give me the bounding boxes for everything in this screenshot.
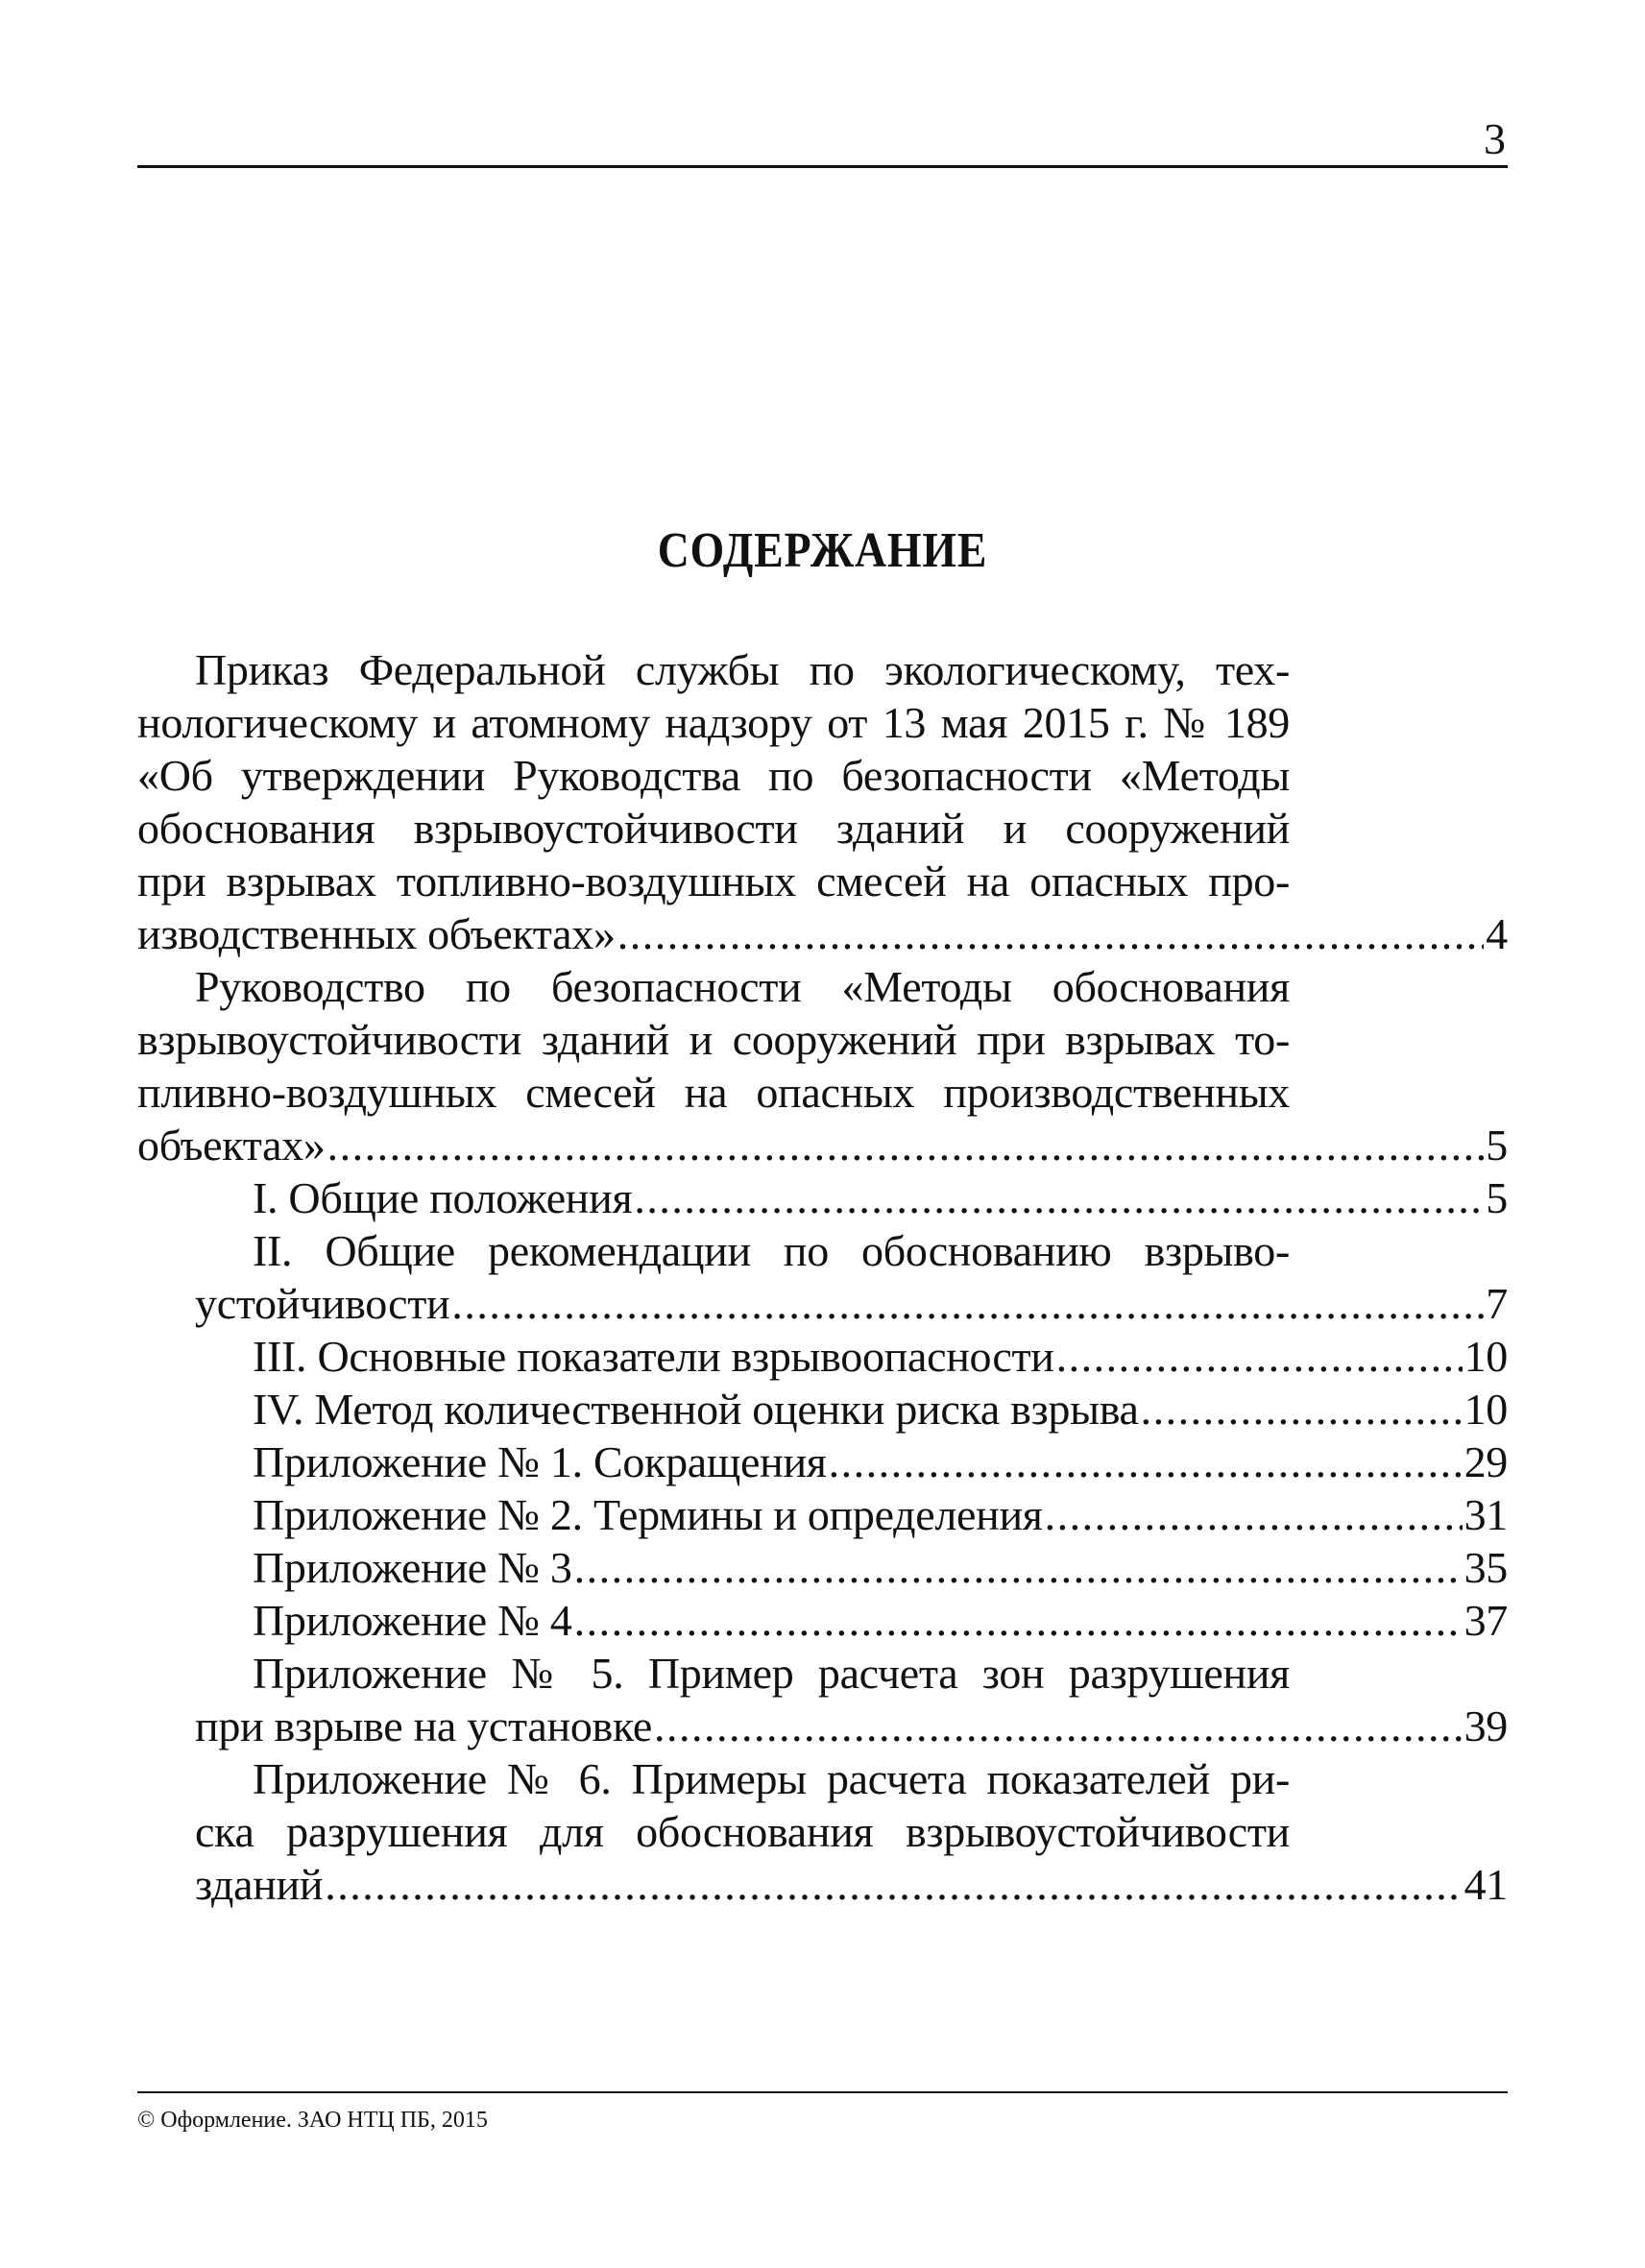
toc-entry-line: взрывоустойчивости зданий и сооружений при взрывах то-: [137, 1015, 1290, 1064]
toc-entry-line: Приложение № 5. Пример расчета зон разрушения: [253, 1649, 1290, 1698]
page-title: СОДЕРЖАНИЕ: [657, 523, 988, 578]
toc-page-number: 5: [1486, 1173, 1508, 1222]
toc-entry-last-line: [137, 1858, 1508, 1911]
copyright-footer: © Оформление. ЗАО НТЦ ПБ, 2015: [137, 2108, 488, 2133]
toc-page-number: 37: [1464, 1596, 1508, 1645]
toc-page-number: 5: [1486, 1121, 1508, 1170]
toc-entry-last-line: [137, 1594, 1508, 1647]
toc-page-number: 29: [1464, 1437, 1508, 1486]
toc-entry-title: I. Общие положения: [253, 1173, 633, 1222]
toc-entry-title: IV. Метод количественной оценки риска взрыва: [253, 1385, 1139, 1434]
toc-page-number: 39: [1464, 1701, 1508, 1750]
toc-entry-line: ска разрушения для обоснования взрывоустойчивости: [195, 1807, 1290, 1856]
dot-leader: [451, 1277, 1484, 1330]
toc-page-number: 7: [1486, 1279, 1508, 1328]
toc-entry-last-line: [137, 1277, 1508, 1330]
toc-entry[interactable]: [137, 960, 1508, 1171]
toc-page-number: 35: [1464, 1543, 1508, 1592]
dot-leader: [654, 1700, 1463, 1752]
toc-entry-line: Приложение № 6. Примеры расчета показателей ри-: [253, 1754, 1290, 1803]
dot-leader: [574, 1594, 1463, 1647]
toc-entry[interactable]: [137, 1436, 1508, 1488]
toc-entry-last-line: [137, 1383, 1508, 1436]
header-rule: [137, 165, 1508, 168]
toc-entry[interactable]: [137, 1541, 1508, 1594]
dot-leader: [634, 1171, 1484, 1224]
dot-leader: [617, 907, 1485, 960]
toc-entry[interactable]: [137, 1594, 1508, 1647]
toc-entry-last-line: [137, 907, 1508, 960]
toc-entry-title: Приложение № 4: [253, 1596, 572, 1645]
dot-leader: [574, 1541, 1463, 1594]
toc-page-number: 10: [1464, 1332, 1508, 1381]
toc-entry-last-line: [137, 1119, 1508, 1171]
toc-entry[interactable]: [137, 1171, 1508, 1224]
toc-entry-line: II. Общие рекомендации по обоснованию взрыво-: [253, 1226, 1290, 1275]
toc-entry-line: Руководство по безопасности «Методы обоснования: [195, 962, 1290, 1011]
toc-entry-title: объектах»: [137, 1121, 326, 1170]
table-of-contents: [137, 643, 1508, 1911]
toc-page-number: 4: [1486, 909, 1508, 958]
toc-entry-line: пливно-воздушных смесей на опасных производственных: [137, 1068, 1290, 1117]
footer-rule: [137, 2091, 1508, 2093]
dot-leader: [1045, 1488, 1463, 1541]
dot-leader: [1141, 1383, 1463, 1436]
toc-entry[interactable]: [137, 1224, 1508, 1330]
toc-entry-title: Приложение № 3: [253, 1543, 572, 1592]
dot-leader: [829, 1436, 1463, 1488]
page-number: 3: [1484, 114, 1506, 163]
toc-entry-line: при взрывах топливно-воздушных смесей на опасных про-: [137, 857, 1290, 905]
toc-entry-title: Приложение № 1. Сокращения: [253, 1437, 827, 1486]
toc-entry[interactable]: [137, 1488, 1508, 1541]
toc-entry-line: обоснования взрывоустойчивости зданий и сооружений: [137, 804, 1290, 853]
toc-entry-last-line: [137, 1330, 1508, 1383]
toc-page-number: 41: [1464, 1860, 1508, 1909]
toc-entry-title: при взрыве на установке: [195, 1701, 652, 1750]
toc-page-number: 31: [1464, 1490, 1508, 1539]
toc-entry-last-line: [137, 1436, 1508, 1488]
dot-leader: [1056, 1330, 1463, 1383]
toc-entry[interactable]: [137, 643, 1508, 960]
toc-entry[interactable]: [137, 1383, 1508, 1436]
toc-entry[interactable]: [137, 1647, 1508, 1752]
toc-entry-last-line: [137, 1541, 1508, 1594]
toc-entry-title: III. Основные показатели взрывоопасности: [253, 1332, 1054, 1381]
dot-leader: [327, 1119, 1485, 1171]
toc-entry-last-line: [137, 1700, 1508, 1752]
toc-entry-line: Приказ Федеральной службы по экологическому, тех-: [195, 645, 1290, 694]
dot-leader: [325, 1858, 1462, 1911]
toc-entry-title: зданий: [195, 1860, 324, 1909]
toc-entry-last-line: [137, 1488, 1508, 1541]
toc-entry-line: «Об утверждении Руководства по безопасности «Методы: [137, 751, 1290, 800]
toc-entry-last-line: [137, 1171, 1508, 1224]
toc-entry[interactable]: [137, 1330, 1508, 1383]
toc-entry-line: нологическому и атомному надзору от 13 мая 2015 г. № 189: [137, 698, 1290, 747]
toc-entry-title: изводственных объектах»: [137, 909, 616, 958]
toc-entry-title: устойчивости: [195, 1279, 450, 1328]
toc-entry-title: Приложение № 2. Термины и определения: [253, 1490, 1043, 1539]
toc-entry[interactable]: [137, 1752, 1508, 1911]
toc-page-number: 10: [1464, 1385, 1508, 1434]
